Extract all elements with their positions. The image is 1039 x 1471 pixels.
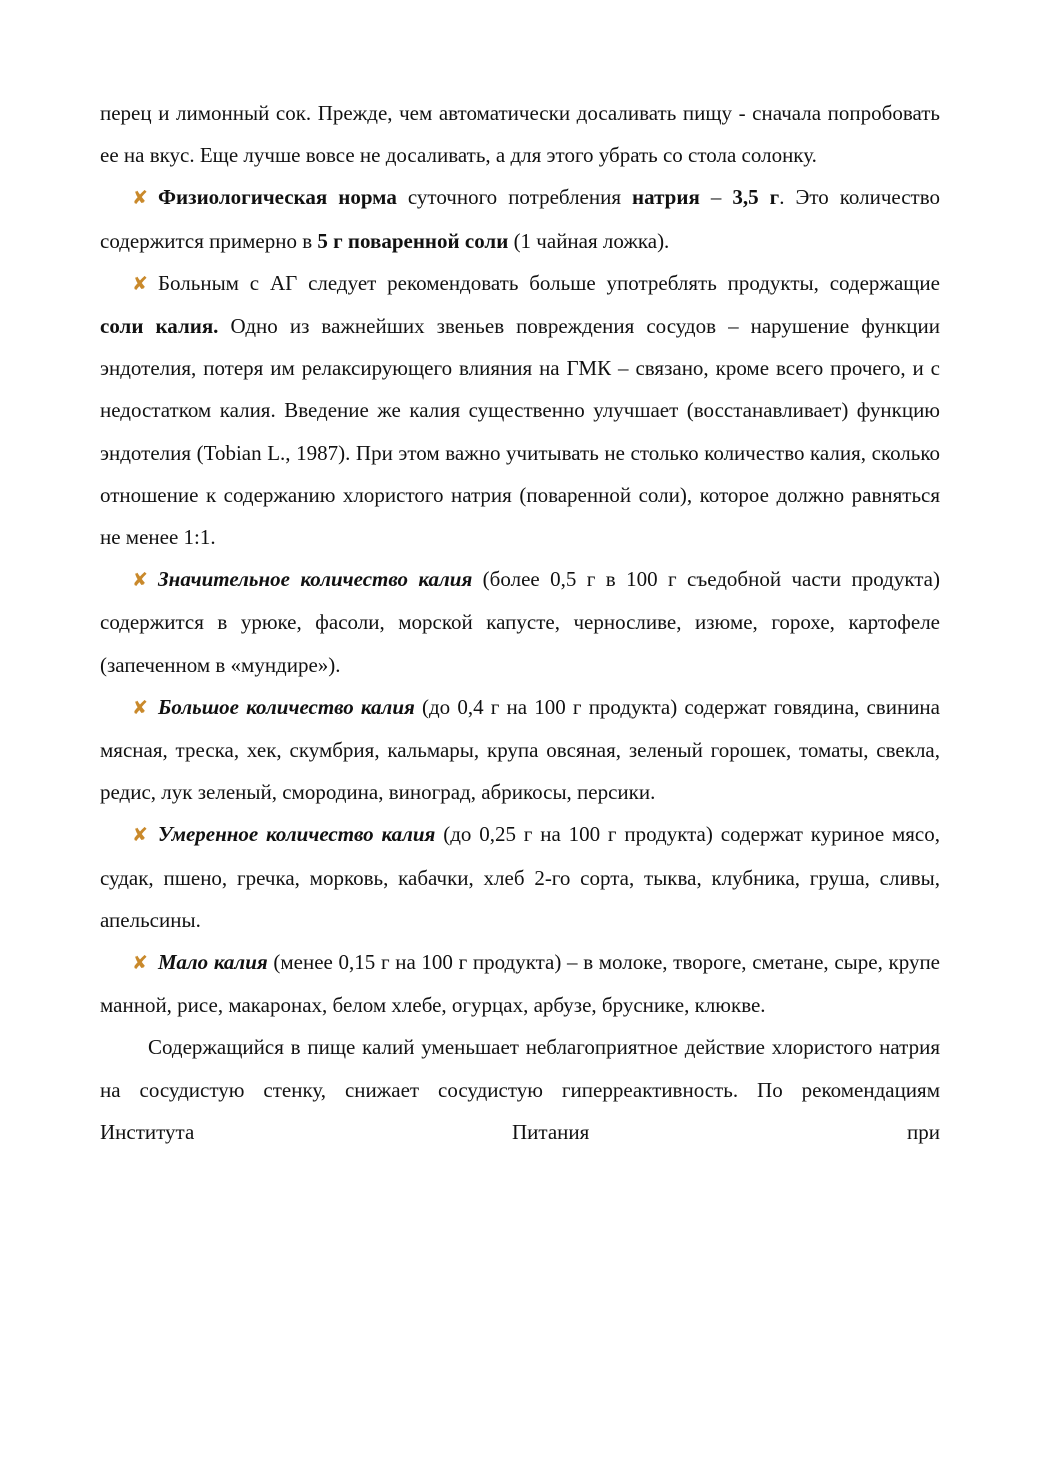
paragraph-text: (1 чайная ложка). — [508, 228, 670, 253]
bold-italic-term: Мало калия — [158, 950, 268, 975]
bold-italic-term: Умеренное количество калия — [158, 822, 436, 847]
paragraph-text: Содержащийся в пище калий уменьшает неблагоприятное действие хлористого натрия на сосудистую стенку, снижает сосудистую гиперреактивность. По рекомендациям Института Питания при — [100, 1035, 940, 1144]
bold-term: натрия — [632, 185, 700, 210]
paragraph-sodium-norm — [100, 176, 940, 261]
bold-italic-term: Значительное количество калия — [158, 567, 473, 592]
bold-term: Физиологическая норма — [158, 185, 397, 210]
cross-bullet-icon: ✘ — [132, 569, 148, 592]
paragraph-text: Больным с АГ следует рекомендовать больше употреблять продукты, содержащие — [158, 270, 940, 295]
paragraph-significant-potassium — [100, 558, 940, 686]
paragraph-text: – — [699, 185, 733, 210]
paragraph-text: . Это количество содержится примерно в — [100, 185, 940, 253]
paragraph-text: суточного потребления — [396, 185, 633, 210]
document-page — [100, 92, 940, 1153]
cross-bullet-icon: ✘ — [132, 824, 148, 847]
paragraph-potassium-effect — [100, 1026, 940, 1153]
bold-term: 3,5 г — [732, 185, 780, 210]
paragraph-moderate-potassium — [100, 813, 940, 941]
paragraph-low-potassium — [100, 941, 940, 1026]
paragraph-intro — [100, 92, 940, 176]
cross-bullet-icon: ✘ — [132, 696, 148, 719]
paragraph-text: (до 0,4 г на 100 г продукта) содержат говядина, свинина мясная, треска, хек, скумбрия, кальмары, крупа овсяная, зеленый горошек, томаты, свекла, редис, лук зеленый, смородина, виноград, абрикосы, персики. — [100, 694, 940, 805]
paragraph-potassium-salts — [100, 262, 940, 558]
paragraph-text: (менее 0,15 г на 100 г продукта) – в молоке, твороге, сметане, сыре, крупе манной, рисе, макаронах, белом хлебе, огурцах, арбузе, бруснике, клюкве. — [100, 950, 940, 1018]
paragraph-text: (более 0,5 г в 100 г съедобной части продукта) содержится в урюке, фасоли, морской капусте, черносливе, изюме, горохе, картофеле (запеченном в «мундире»). — [100, 567, 940, 677]
cross-bullet-icon: ✘ — [132, 952, 148, 975]
paragraph-text: Одно из важнейших звеньев повреждения сосудов – нарушение функции эндотелия, потеря им релаксирующего влияния на ГМК – связано, кроме всего прочего, и с недостатком калия. Введение же калия существенно улучшает (восстанавливает) функцию эндотелия (Tobian L., 1987). При этом важно учитывать не столько количество калия, сколько отношение к содержанию хлористого натрия (поваренной соли), которое должно равняться не менее 1:1. — [100, 314, 940, 550]
cross-bullet-icon: ✘ — [132, 187, 148, 210]
bold-term: 5 г поваренной соли — [317, 228, 509, 253]
paragraph-text: перец и лимонный сок. Прежде, чем автоматически досаливать пищу - сначала попробовать ее на вкус. Еще лучше вовсе не досаливать, а для этого убрать со стола солонку. — [100, 101, 940, 168]
bold-italic-term: Большое количество калия — [158, 694, 415, 719]
paragraph-text: (до 0,25 г на 100 г продукта) содержат куриное мясо, судак, пшено, гречка, морковь, кабачки, хлеб 2-го сорта, тыква, клубника, груша, сливы, апельсины. — [100, 822, 941, 932]
paragraph-large-potassium — [100, 686, 940, 814]
bold-term: соли калия. — [100, 314, 219, 339]
cross-bullet-icon: ✘ — [132, 272, 148, 295]
